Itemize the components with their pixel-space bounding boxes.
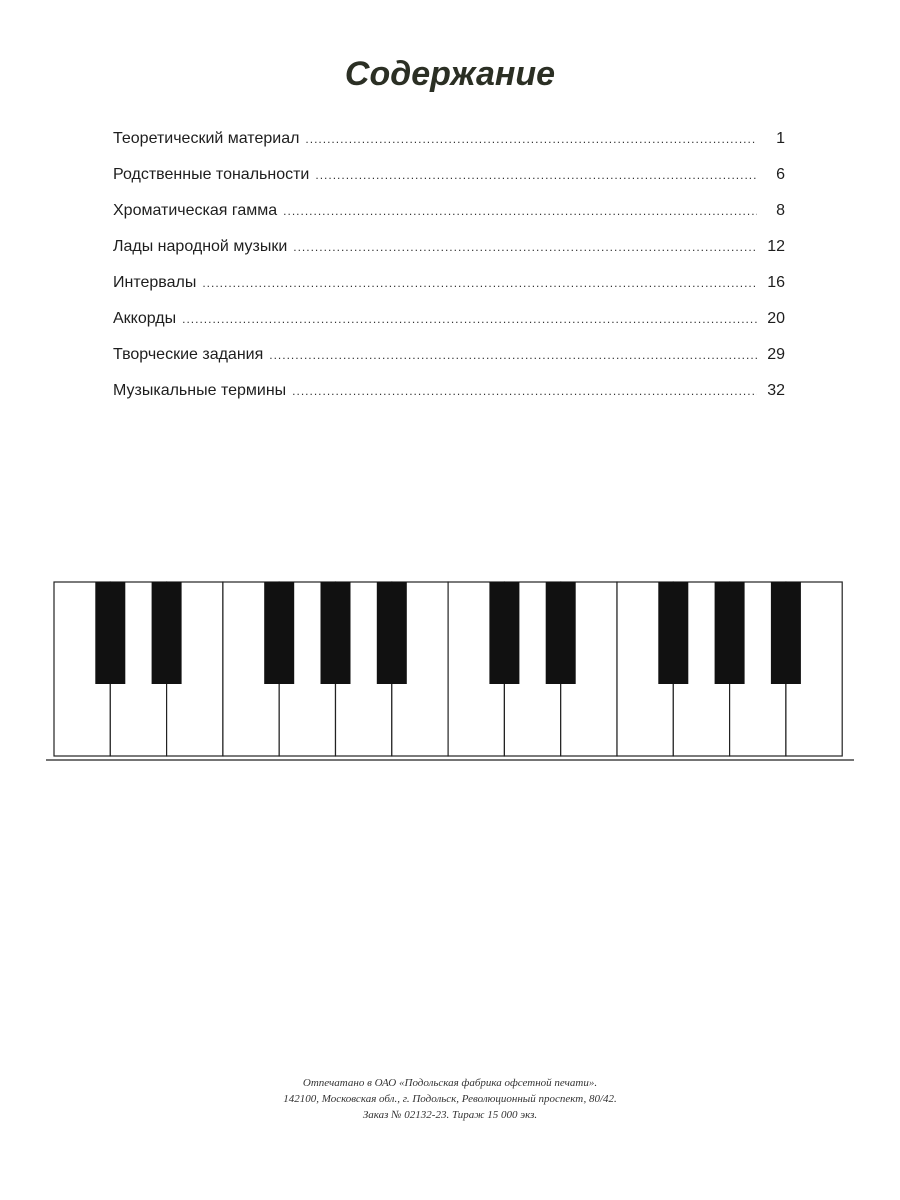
imprint-footer	[0, 1075, 900, 1123]
black-key	[715, 582, 745, 684]
black-key	[152, 582, 182, 684]
toc-entry-label: Аккорды	[113, 310, 177, 327]
black-key	[489, 582, 519, 684]
toc-entry-page: 29	[767, 346, 785, 363]
toc-leader-dots	[182, 312, 757, 326]
black-key	[658, 582, 688, 684]
toc-entry-page: 12	[767, 238, 785, 255]
toc-entry-label: Творческие задания	[113, 346, 264, 363]
toc-leader-dots	[292, 384, 757, 398]
black-key	[377, 582, 407, 684]
toc-entry-page: 8	[776, 202, 785, 219]
toc-leader-dots	[283, 204, 757, 218]
toc-entry[interactable]	[113, 346, 785, 382]
toc-leader-dots	[269, 348, 757, 362]
toc-leader-dots	[202, 276, 757, 290]
black-key	[771, 582, 801, 684]
toc-entry-page: 6	[776, 166, 785, 183]
black-key	[95, 582, 125, 684]
toc-leader-dots	[315, 168, 757, 182]
toc-entry[interactable]	[113, 130, 785, 166]
page-title: Содержание	[344, 55, 556, 93]
table-of-contents	[113, 130, 785, 418]
toc-entry-label: Родственные тональности	[113, 166, 310, 183]
toc-leader-dots	[305, 132, 757, 146]
imprint-line: 142100, Московская обл., г. Подольск, Революционный проспект, 80/42.	[283, 1093, 617, 1105]
toc-entry[interactable]	[113, 202, 785, 238]
black-key	[546, 582, 576, 684]
toc-entry-label: Интервалы	[113, 274, 197, 291]
toc-entry[interactable]	[113, 274, 785, 310]
toc-entry[interactable]	[113, 166, 785, 202]
toc-entry-label: Теоретический материал	[113, 130, 300, 147]
toc-entry-label: Музыкальные термины	[113, 382, 287, 399]
black-key	[264, 582, 294, 684]
imprint-line: Отпечатано в ОАО «Подольская фабрика офсетной печати».	[302, 1077, 598, 1089]
black-key	[321, 582, 351, 684]
toc-leader-dots	[293, 240, 757, 254]
toc-entry-page: 1	[776, 130, 785, 147]
toc-entry-label: Хроматическая гамма	[113, 202, 278, 219]
toc-entry[interactable]	[113, 238, 785, 274]
toc-entry[interactable]	[113, 310, 785, 346]
toc-entry-label: Лады народной музыки	[113, 238, 288, 255]
piano-keyboard-illustration	[46, 580, 854, 766]
toc-entry-page: 32	[767, 382, 785, 399]
toc-entry[interactable]	[113, 382, 785, 418]
imprint-line: Заказ № 02132-23. Тираж 15 000 экз.	[362, 1109, 538, 1121]
toc-entry-page: 16	[767, 274, 785, 291]
toc-entry-page: 20	[767, 310, 785, 327]
